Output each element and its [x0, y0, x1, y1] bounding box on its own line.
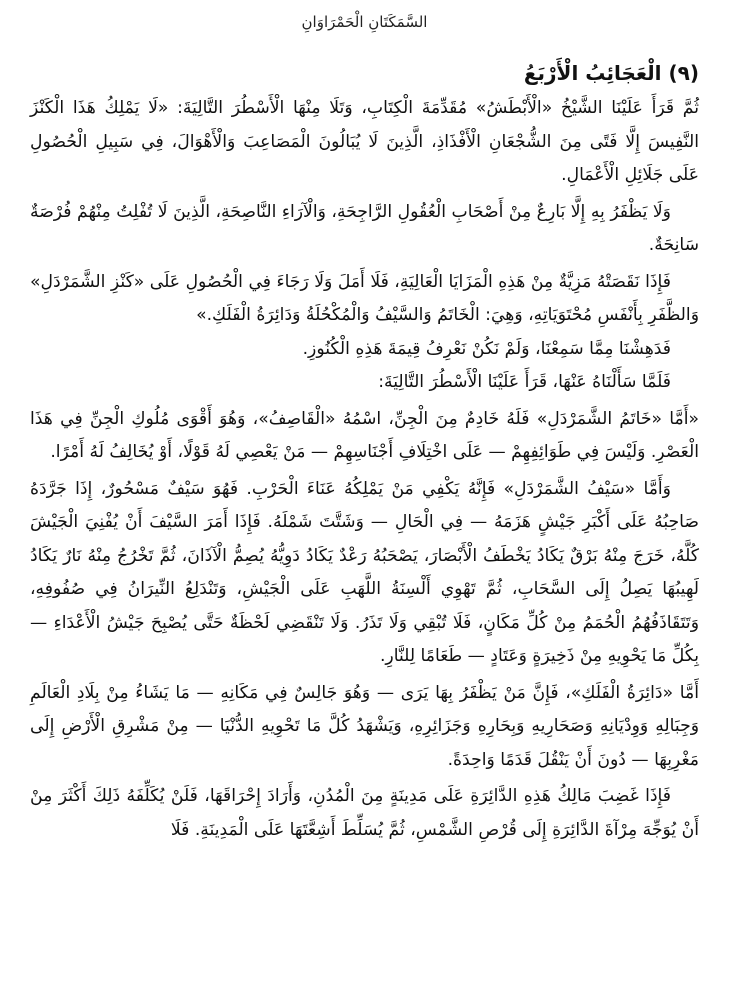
- paragraph-8: أَمَّا «دَائِرَةُ الْفَلَكِ»، فَإِنَّ مَنْ يَظْفَرُ بِهَا يَرَى — وَهُوَ جَالِسٌ فِي مَكَانِهِ — مَا يَشَاءُ مِنْ بِلَادِ الْعَالَمِ وَجِبَالِهِ وَوِدْيَانِهِ وَصَحَارِيهِ وَبِحَارِهِ وَجَزَائِرِهِ، وَيَشْهَدُ كُلَّ مَا تَحْوِيهِ الدُّنْيَا — مِنْ مَشْرِقِ الْأَرْضِ إِلَى مَغْرِبِهَا — دُونَ أَنْ يَنْقُلَ قَدَمًا وَاحِدَةً.: [30, 682, 699, 770]
- paragraph-1: ثُمَّ قَرَأَ عَلَيْنَا الشَّيْخُ «الْأَبْطَشُ» مُقَدِّمَةَ الْكِتَابِ، وَتَلَا مِنْهَا الْأَسْطُرَ التَّالِيَةَ: «لَا يَمْلِكُ هَذَا الْكَنْزَ النَّفِيسَ إِلَّا فَتًى مِنَ الشُّجْعَانِ الْأَفْذَاذِ، الَّذِينَ لَا يُبَالُونَ الْمَصَاعِبَ وَالْأَهْوَالَ، فِي سَبِيلِ الْحُصُولِ عَلَى جَلَائِلِ الْأَعْمَالِ.: [30, 98, 699, 185]
- paragraph-5: فَلَمَّا سَأَلْنَاهُ عَنْهَا، قَرَأَ عَلَيْنَا الْأَسْطُرَ التَّالِيَةَ:: [378, 372, 671, 392]
- paragraph-3: فَإِذَا نَقَصَتْهُ مَزِيَّةٌ مِنْ هَذِهِ الْمَزَايَا الْعَالِيَةِ، فَلَا أَمَلَ وَلَا رَجَاءَ فِي الْحُصُولِ عَلَى «كَنْزِ الشَّمَرْدَلِ» وَالظَّفَرِ بِأَنْفَسِ مُحْتَوَيَاتِهِ، وَهِيَ: الْخَاتَمُ وَالسَّيْفُ وَالْمُكْحُلَةُ وَدَائِرَةُ الْفَلَكِ.»: [30, 271, 699, 325]
- paragraph-9: فَإِذَا غَضِبَ مَالِكُ هَذِهِ الدَّائِرَةِ عَلَى مَدِينَةٍ مِنَ الْمُدُنِ، وَأَرَادَ إِحْرَاقَهَا، فَلَنْ يُكَلِّفَهُ ذَلِكَ أَكْثَرَ مِنْ أَنْ يُوَجِّهَ مِرْآةَ الدَّائِرَةِ إِلَى قُرْصِ الشَّمْسِ، ثُمَّ يُسَلِّطَ أَشِعَّتَهَا عَلَى الْمَدِينَةِ. فَلَا: [30, 786, 699, 840]
- running-header: السَّمَكَتَانِ الْحَمْرَاوَانِ: [301, 13, 428, 31]
- paragraph-6: «أَمَّا «خَاتَمُ الشَّمَرْدَلِ» فَلَهُ خَادِمٌ مِنَ الْجِنِّ، اسْمُهُ «الْقَاصِفُ»، وَهُوَ أَقْوَى مُلُوكِ الْجِنِّ فِي هَذَا الْعَصْرِ. وَلَيْسَ فِي طَوَائِفِهِمْ — عَلَى اخْتِلَافِ أَجْنَاسِهِمْ — مَنْ يَعْصِي لَهُ قَوْلًا، أَوْ يُخَالِفُ لَهُ أَمْرًا.: [30, 408, 699, 462]
- paragraph-2: وَلَا يَظْفَرُ بِهِ إِلَّا بَارِعٌ مِنْ أَصْحَابِ الْعُقُولِ الرَّاجِحَةِ، وَالْآرَاءِ النَّاصِحَةِ، الَّذِينَ لَا تُفْلِتُ مِنْهُمْ فُرْصَةٌ سَانِحَةٌ.: [30, 201, 699, 255]
- paragraph-4: فَدَهِشْنَا مِمَّا سَمِعْنَا، وَلَمْ نَكُنْ نَعْرِفُ قِيمَةَ هَذِهِ الْكُنُوزِ.: [302, 338, 671, 359]
- chapter-heading: (٩) الْعَجَائِبُ الْأَرْبَعُ: [523, 61, 699, 85]
- paragraph-7: وَأَمَّا «سَيْفُ الشَّمَرْدَلِ» فَإِنَّهُ يَكْفِي مَنْ يَمْلِكُهُ عَنَاءَ الْحَرْبِ. فَهُوَ سَيْفٌ مَسْحُورٌ، إِذَا جَرَّدَهُ صَاحِبُهُ عَلَى أَكْبَرِ جَيْشٍ هَزَمَهُ — فِي الْحَالِ — وَشَتَّتَ شَمْلَهُ. فَإِذَا أَمَرَ السَّيْفَ أَنْ يُفْنِيَ الْجَيْشَ كُلَّهُ، خَرَجَ مِنْهُ بَرْقٌ يَكَادُ يَخْطَفُ الْأَبْصَارَ، يَصْحَبُهُ رَعْدٌ يَكَادُ دَوِيُّهُ يُصِمُّ الْآذَانَ، ثُمَّ تَخْرُجُ مِنْهُ نَارٌ يَكَادُ لَهِيبُهَا يَصِلُ إِلَى السَّحَابِ، ثُمَّ تَهْوِي أَلْسِنَةُ اللَّهَبِ عَلَى الْجَيْشِ، وَتَنْدَلِعُ النِّيرَانُ فِي صُفُوفِهِ، وَتَتَقَاذَفُهُمُ الْحُمَمُ مِنْ كُلِّ مَكَانٍ، فَلَا تُبْقِي وَلَا تَذَرُ. وَلَا تَنْقَضِي لَحْظَةٌ حَتَّى يُصْبِحَ جَيْشُ الْأَعْدَاءِ — بِكُلِّ مَا يَحْوِيهِ مِنْ ذَخِيرَةٍ وَعَتَادٍ — طَعَامًا لِلنَّارِ.: [30, 478, 699, 666]
